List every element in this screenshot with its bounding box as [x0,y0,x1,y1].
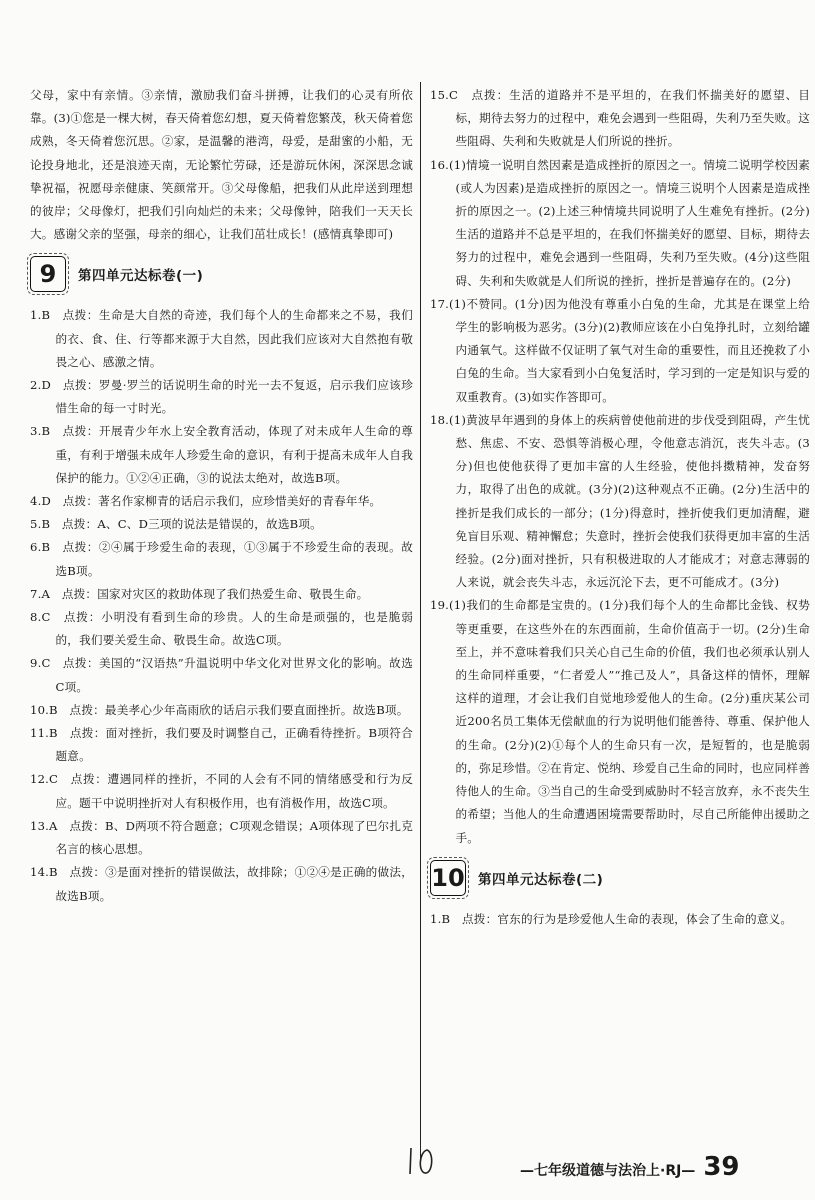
column-divider [420,82,421,1162]
answer-item: 10.B 点拨：最美孝心少年高雨欣的话启示我们要直面挫折。故选B项。 [30,702,409,717]
answer-item: 4.D 点拨：著名作家柳青的话启示我们，应珍惜美好的青春年华。 [30,494,382,509]
section-number-badge: 9 [30,256,66,292]
right-column [430,84,810,931]
answer-item: 11.B 点拨：面对挫折，我们要及时调整自己，正确看待挫折。B项符合题意。 [30,726,413,764]
answer-item: 9.C 点拨：美国的“汉语热”升温说明中华文化对世界文化的影响。故选C项。 [30,656,413,694]
answer-item: 2.D 点拨：罗曼·罗兰的话说明生命的时光一去不复返，启示我们应该珍惜生命的每一寸时光。 [30,378,413,416]
section-header-9 [30,254,413,294]
answer-item: 3.B 点拨：开展青少年水上安全教育活动，体现了对未成年人生命的尊重，有利于增强未成年人珍爱生命的意识，有利于提高未成年人自我保护的能力。①②④正确，③的说法太绝对，故选B项。 [30,424,413,485]
left-column [30,84,413,908]
answer-item: 19.(1)我们的生命都是宝贵的。(1分)我们每个人的生命都比金钱、权势等更重要，在这些外在的东西面前，生命价值高于一切。(2分)生命至上，并不意味着我们只关心自己生命的价值，我们也必须承认别人的生命同样重要，“仁者爱人”“推己及人”，具备这样的情怀，理解这样的道理，才会让我们自觉地珍爱他人的生命。(2分)重庆某公司近200名员工集体无偿献血的行为说明他们能善待、尊重、保护他人的生命。(2分)(2)①每个人的生命只有一次，是短暂的，也是脆弱的，弥足珍惜。②在肯定、悦纳、珍爱自己生命的同时，也应同样善待他人的生命。③当自己的生命受到威胁时不轻言放弃，永不丧失生的希望；当他人的生命遭遇困境需要帮助时，尽自己所能伸出援助之手。 [430,598,810,845]
page-footer [520,1152,740,1182]
answer-item: 6.B 点拨：②④属于珍爱生命的表现，①③属于不珍爱生命的表现。故选B项。 [30,540,413,578]
answer-item: 7.A 点拨：国家对灾区的救助体现了我们热爱生命、敬畏生命。 [30,586,369,601]
answer-item: 17.(1)不赞同。(1分)因为他没有尊重小白兔的生命，尤其是在课堂上给学生的影响极为恶劣。(3分)(2)教师应该在小白兔挣扎时，立刻给罐内通氧气。这样做不仅证明了氧气对生命的重要性，而且还挽救了小白兔的生命。当大家看到小白兔复活时，学习到的一定是知识与爱的双重教育。(3)如实作答即可。 [430,296,810,404]
answer-item: 1.B 点拨：官东的行为是珍爱他人生命的表现，体会了生命的意义。 [430,911,793,926]
answer-item: 5.B 点拨：A、C、D三项的说法是错误的，故选B项。 [30,517,322,532]
answer-item: 8.C 点拨：小明没有看到生命的珍贵。人的生命是顽强的，也是脆弱的，我们要关爱生命、敬畏生命。故选C项。 [30,610,413,648]
answer-item: 12.C 点拨：遭遇同样的挫折，不同的人会有不同的情绪感受和行为反应。题干中说明挫折对人有积极作用，也有消极作用，故选C项。 [30,772,413,810]
answer-item: 18.(1)黄波早年遇到的身体上的疾病曾使他前进的步伐受到阻碍，产生忧愁、焦虑、不安、恐惧等消极心理，令他意志消沉，丧失斗志。(3分)但也使他获得了更加丰富的人生经验，使他抖擞精神，发奋努力，取得了出色的成就。(3分)(2)这种观点不正确。(2分)生活中的挫折是我们成长的一部分；(1分)得意时，挫折使我们更加清醒，避免盲目乐观、精神懈怠；失意时，挫折会使我们获得更加丰富的生活经验。(2分)面对挫折，只有积极进取的人才能成才；对意志薄弱的人来说，就会丧失斗志，永远沉沦下去，更不可能成才。(3分) [430,412,810,590]
answer-item: 13.A 点拨：B、D两项不符合题意；C项观念错误；A项体现了巴尔扎克名言的核心思想。 [30,818,413,857]
answer-item: 1.B 点拨：生命是大自然的奇迹，我们每个人的生命都来之不易，我们的衣、食、住、行等都来源于大自然，因此我们应该对大自然抱有敬畏之心、感激之情。 [30,308,413,369]
page-number: 39 [703,1152,740,1182]
section-title: 第四单元达标卷(一) [78,268,204,285]
handwritten-mark-icon [405,1140,439,1180]
continued-answer: 父母，家中有亲情。③亲情，激励我们奋斗拼搏，让我们的心灵有所依靠。(3)①您是一棵大树，春天倚着您幻想，夏天倚着您繁茂，秋天倚着您成熟，冬天倚着您沉思。②家，是温馨的港湾，母爱，是甜蜜的小船，无论投身地北，还是浪迹天南，无论繁忙劳碌，还是游玩休闲，深深思念诚挚祝福，祝愿母亲健康、笑颜常开。③父母像船，把我们从此岸送到理想的彼岸；父母像灯，把我们引向灿烂的未来；父母像钟，陪我们一天天长大。感谢父亲的坚强，母亲的细心，让我们茁壮成长！(感情真挚即可) [30,88,413,242]
section-title: 第四单元达标卷(二) [478,871,604,888]
answer-item: 16.(1)情境一说明自然因素是造成挫折的原因之一。情境二说明学校因素(或人为因素)是造成挫折的原因之一。情境三说明个人因素是造成挫折的原因之一。(2)上述三种情境共同说明了人生难免有挫折。(2分)生活的道路并不总是平坦的，在我们怀揣美好的愿望、目标，期待去努力的过程中，难免会遇到一些阻碍，失利乃至失败。(4分)这些阻碍、失利和失败就是人们所说的挫折，挫折是普遍存在的。(2分) [430,157,810,288]
section-header-10 [430,858,810,898]
answer-item: 14.B 点拨：③是面对挫折的错误做法，故排除；①②④是正确的做法，故选B项。 [30,865,413,903]
footer-book-title: —七年级道德与法治上·RJ— [520,1163,696,1179]
section-number-badge: 10 [430,860,466,896]
answer-item: 15.C 点拨：生活的道路并不是平坦的，在我们怀揣美好的愿望、目标，期待去努力的过程中，难免会遇到一些阻碍，失利乃至失败。这些阻碍、失利和失败就是人们所说的挫折。 [430,88,810,149]
